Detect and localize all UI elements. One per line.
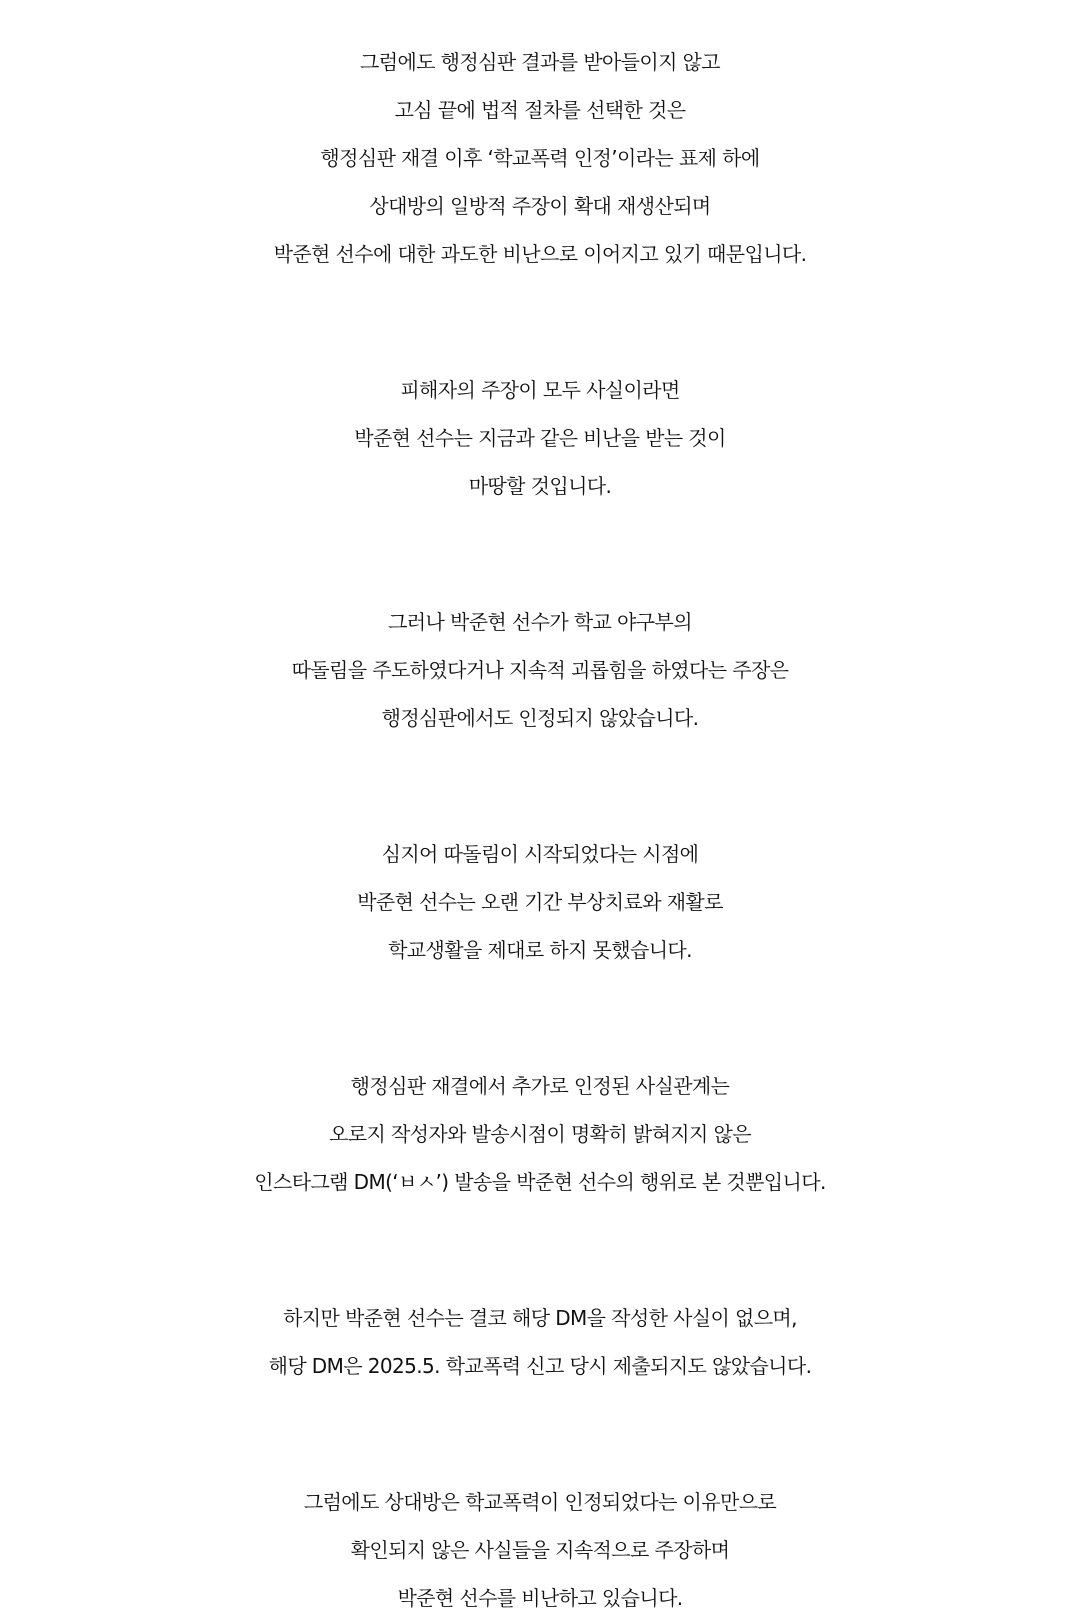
text-line: 인스타그램 DM(‘ㅂㅅ’) 발송을 박준현 선수의 행위로 본 것뿐입니다.	[254, 1170, 826, 1194]
text-line: 행정심판 재결에서 추가로 인정된 사실관계는	[350, 1074, 730, 1098]
text-line: 그러나 박준현 선수가 학교 야구부의	[388, 610, 692, 634]
text-line: 피해자의 주장이 모두 사실이라면	[400, 378, 680, 402]
paragraph-1	[0, 38, 1080, 278]
text-line: 상대방의 일방적 주장이 확대 재생산되며	[369, 194, 711, 218]
text-line: 마땅할 것입니다.	[468, 474, 612, 498]
text-line: 그럼에도 상대방은 학교폭력이 인정되었다는 이유만으로	[303, 1490, 777, 1514]
text-line: 박준현 선수에 대한 과도한 비난으로 이어지고 있기 때문입니다.	[273, 242, 807, 266]
text-line: 하지만 박준현 선수는 결코 해당 DM을 작성한 사실이 없으며,	[283, 1306, 797, 1330]
text-line: 그럼에도 행정심판 결과를 받아들이지 않고	[360, 50, 720, 74]
text-line: 박준현 선수는 지금과 같은 비난을 받는 것이	[354, 426, 726, 450]
text-line: 따돌림을 주도하였다거나 지속적 괴롭힘을 하였다는 주장은	[291, 658, 789, 682]
text-line: 박준현 선수는 오랜 기간 부상치료와 재활로	[357, 890, 723, 914]
text-line: 행정심판 재결 이후 ‘학교폭력 인정’이라는 표제 하에	[320, 146, 760, 170]
text-line: 행정심판에서도 인정되지 않았습니다.	[381, 706, 699, 730]
text-line: 학교생활을 제대로 하지 못했습니다.	[388, 938, 692, 962]
paragraph-3	[0, 598, 1080, 742]
paragraph-6	[0, 1294, 1080, 1390]
text-line: 해당 DM은 2025.5. 학교폭력 신고 당시 제출되지도 않았습니다.	[268, 1354, 812, 1378]
text-line: 심지어 따돌림이 시작되었다는 시점에	[381, 842, 699, 866]
text-line: 고심 끝에 법적 절차를 선택한 것은	[394, 98, 686, 122]
text-line: 오로지 작성자와 발송시점이 명확히 밝혀지지 않은	[329, 1122, 751, 1146]
text-line: 확인되지 않은 사실들을 지속적으로 주장하며	[350, 1538, 730, 1562]
paragraph-2	[0, 366, 1080, 510]
text-line: 박준현 선수를 비난하고 있습니다.	[397, 1586, 683, 1610]
paragraph-4	[0, 830, 1080, 974]
paragraph-7	[0, 1478, 1080, 1622]
paragraph-5	[0, 1062, 1080, 1206]
